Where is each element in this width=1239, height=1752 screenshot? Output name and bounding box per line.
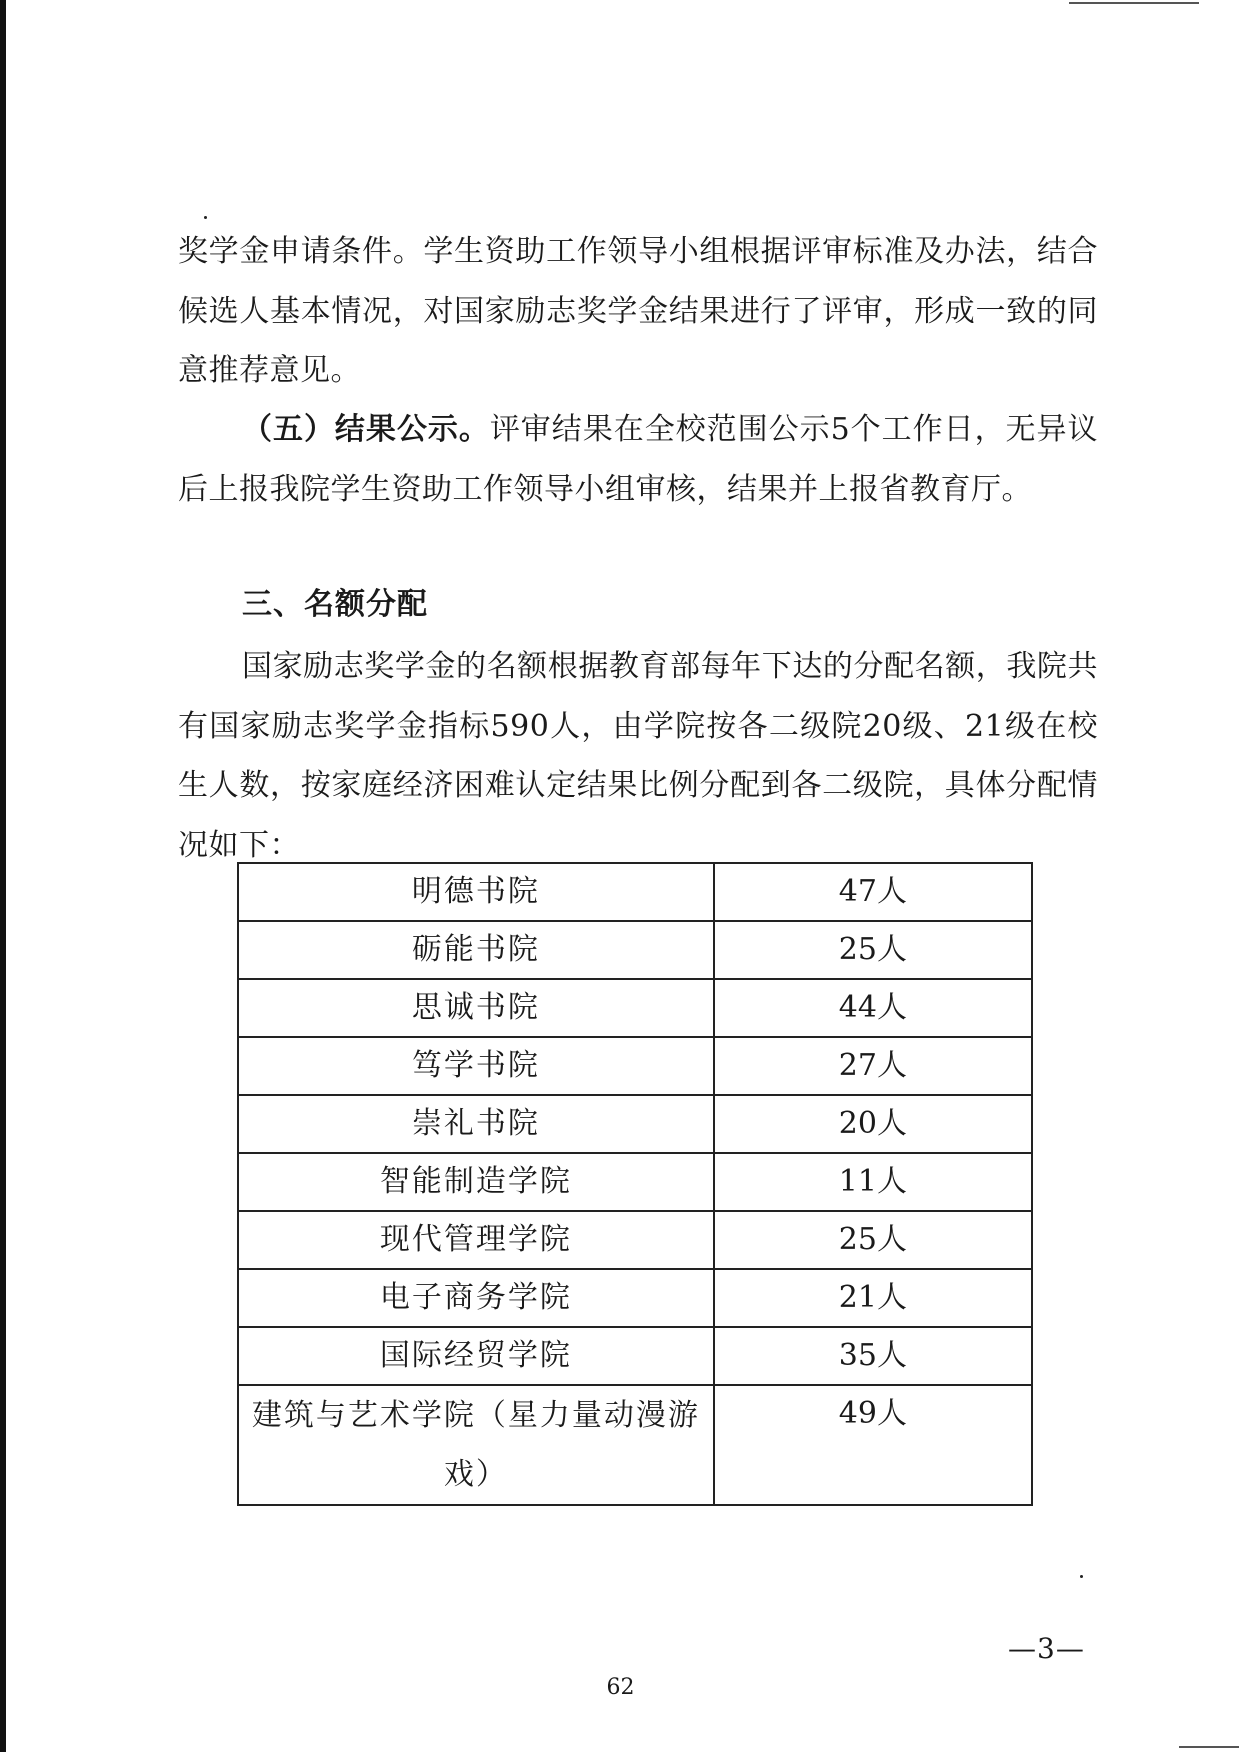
table-row (238, 921, 1032, 979)
publicity-body: 评审结果在全校范围公示5个工作日，无异议后上报我院学生资助工作领导小组审核，结果并上报省教育厅。 (178, 412, 1098, 507)
quota-count: 20人 (714, 1095, 1032, 1153)
college-name: 砺能书院 (238, 921, 714, 979)
college-name: 笃学书院 (238, 1037, 714, 1095)
publicity-lead: （五）结果公示。 (242, 412, 490, 447)
scan-edge-top (1069, 2, 1199, 4)
quota-count: 21人 (714, 1269, 1032, 1327)
college-name: 现代管理学院 (238, 1211, 714, 1269)
college-name: 国际经贸学院 (238, 1327, 714, 1385)
table-row (238, 1269, 1032, 1327)
table-row (238, 979, 1032, 1037)
scan-speck (204, 216, 207, 219)
quota-count: 25人 (714, 921, 1032, 979)
scan-edge-bottom (1179, 1746, 1239, 1748)
table-row (238, 1037, 1032, 1095)
quota-count: 44人 (714, 979, 1032, 1037)
table-row (238, 863, 1032, 921)
table-row (238, 1327, 1032, 1385)
college-name: 明德书院 (238, 863, 714, 921)
quota-count: 47人 (714, 863, 1032, 921)
college-name: 建筑与艺术学院（星力量动漫游戏） (238, 1385, 714, 1505)
college-name: 电子商务学院 (238, 1269, 714, 1327)
table-row (238, 1095, 1032, 1153)
scan-speck (1080, 1575, 1083, 1578)
paragraph-allocation: 国家励志奖学金的名额根据教育部每年下达的分配名额，我院共有国家励志奖学金指标590人，由学院按各二级院20级、21级在校生人数，按家庭经济困难认定结果比例分配到各二级院，具体分配情况如下： (178, 649, 1098, 863)
quota-table (237, 862, 1033, 1506)
quota-count: 49人 (714, 1385, 1032, 1505)
quota-count: 27人 (714, 1037, 1032, 1095)
college-name: 思诚书院 (238, 979, 714, 1037)
paragraph-publicity (178, 400, 1098, 519)
table-row (238, 1385, 1032, 1505)
folio-number: 62 (606, 1675, 635, 1700)
paragraph-eligibility: 奖学金申请条件。学生资助工作领导小组根据评审标准及办法，结合候选人基本情况，对国家励志奖学金结果进行了评审，形成一致的同意推荐意见。 (178, 234, 1098, 388)
college-name: 崇礼书院 (238, 1095, 714, 1153)
quota-count: 35人 (714, 1327, 1032, 1385)
table-row (238, 1153, 1032, 1211)
section-heading: 三、名额分配 (242, 587, 428, 622)
scan-edge-left (0, 0, 6, 1752)
page-number-marker: —3— (1008, 1632, 1085, 1665)
college-name: 智能制造学院 (238, 1153, 714, 1211)
quota-count: 25人 (714, 1211, 1032, 1269)
quota-count: 11人 (714, 1153, 1032, 1211)
table-row (238, 1211, 1032, 1269)
